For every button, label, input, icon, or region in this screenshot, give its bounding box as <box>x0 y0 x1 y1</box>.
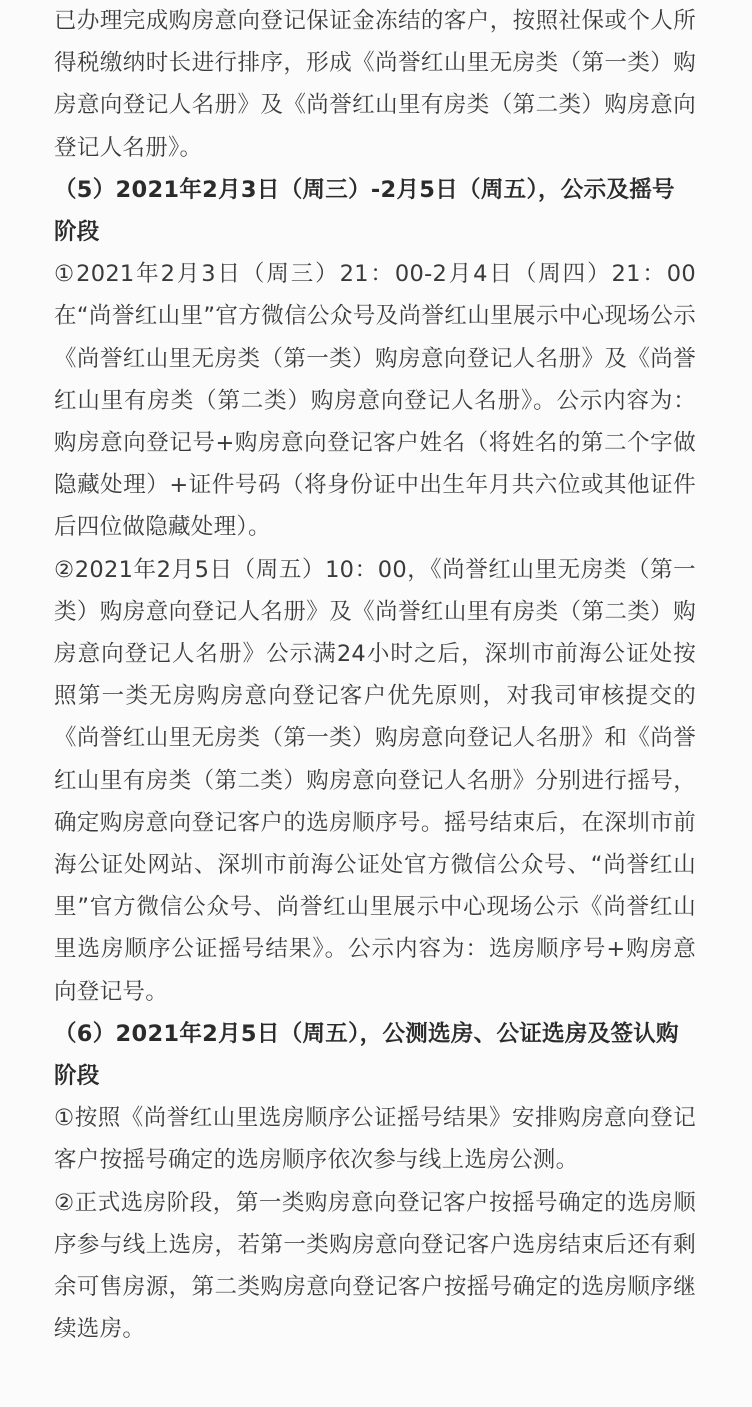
section5-heading: （5）2021年2月3日（周三）-2月5日（周五），公示及摇号阶段 <box>54 176 675 246</box>
section6-item1-paragraph: ①按照《尚誉红山里选房顺序公证摇号结果》安排购房意向登记客户按摇号确定的选房顺序依次参与线上选房公测。 <box>54 1105 696 1174</box>
section6-item2-paragraph: ②正式选房阶段，第一类购房意向登记客户按摇号确定的选房顺序参与线上选房，若第一类购房意向登记客户选房结束后还有剩余可售房源，第二类购房意向登记客户按摇号确定的选房顺序继续选房。 <box>54 1189 696 1343</box>
section5-item2-paragraph: ②2021年2月5日（周五）10：00，《尚誉红山里无房类（第一类）购房意向登记人名册》及《尚誉红山里有房类（第二类）购房意向登记人名册》公示满24小时之后，深圳市前海公证处按照第一类无房购房意向登记客户优先原则，对我司审核提交的《尚誉红山里无房类（第一类）购房意向登记人名册》和《尚誉红山里有房类（第二类）购房意向登记人名册》分别进行摇号，确定购房意向登记客户的选房顺序号。摇号结束后，在深圳市前海公证处网站、深圳市前海公证处官方微信公众号、“尚誉红山里”官方微信公众号、尚誉红山里展示中心现场公示《尚誉红山里选房顺序公证摇号结果》。公示内容为：选房顺序号+购房意向登记号。 <box>54 556 696 1005</box>
section5-item1-paragraph: ①2021年2月3日（周三）21：00-2月4日（周四）21：00在“尚誉红山里”官方微信公众号及尚誉红山里展示中心现场公示《尚誉红山里无房类（第一类）购房意向登记人名册》及《尚誉红山里有房类（第二类）购房意向登记人名册》。公示内容为：购房意向登记号+购房意向登记客户姓名（将姓名的第二个字做隐藏处理）+证件号码（将身份证中出生年月共六位或其他证件后四位做隐藏处理）。 <box>54 261 696 541</box>
section4-tail-paragraph: 已办理完成购房意向登记保证金冻结的客户，按照社保或个人所得税缴纳时长进行排序，形成《尚誉红山里无房类（第一类）购房意向登记人名册》及《尚誉红山里有房类（第二类）购房意向登记人名册》。 <box>54 8 696 161</box>
section6-heading: （6）2021年2月5日（周五），公测选房、公证选房及签认购阶段 <box>54 1020 679 1090</box>
